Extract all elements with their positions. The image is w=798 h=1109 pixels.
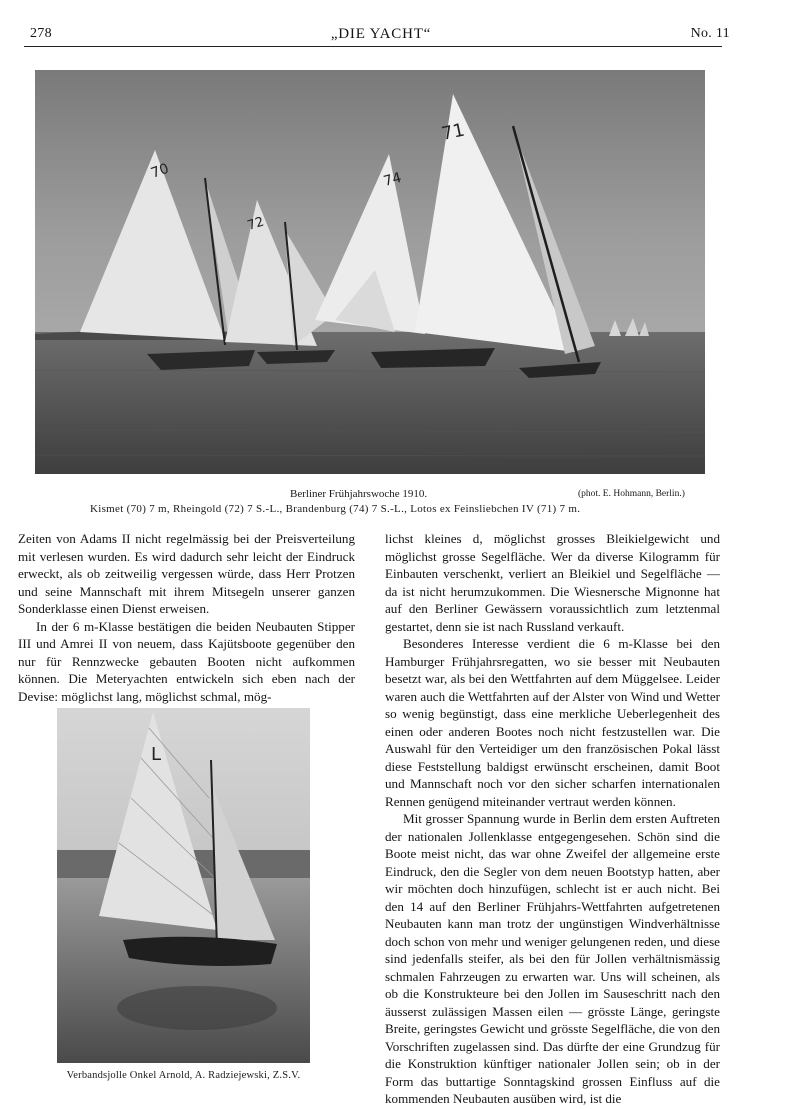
sail-letter: L <box>151 744 162 765</box>
right-paragraph-3: Mit grosser Spannung wurde in Berlin dem ersten Auftreten der nationalen Jollenklasse entgegengesehen. Schön sind die Boote meist nicht, das war ohne Zweifel der allgemeine erste Eindruck, den die Segler von dem neuen Bootstyp hatten, aber wir möchten doch hinzufügen, schlecht ist er auch nicht. Bei den 14 auf den Berliner Frühjahrs-Wettfahrten aufgetretenen Neubauten kann man trotz der ungünstigen Windverhältnisse doch schon von mehr und weniger gelungenen reden, und diese sind jedenfalls steifer, als bei den für Jollen verhältnismässig schmalen Fahrzeugen zu erwarten war. Uns will scheinen, als ob die Konstrukteure bei den Jollen im Sauseschritt nach den äusserst zulässigen Massen eilen — grösste Länge, geringste Breite, geringstes Gewicht und grösste Segelfläche, die von den Vorschriften zugelassen sind. Das dürfte der eine Grundzug für die Konstruktion künftiger nationaler Jollen sein; ob in der Form das buttartige Sonntagskind grossen Einfluss auf die kommenden Neubauten ausüben wird, ist die <box>385 811 720 1106</box>
dinghy-photo <box>57 708 310 1063</box>
figure-caption-boats: Kismet (70) 7 m, Rheingold (72) 7 S.-L., Brandenburg (74) 7 S.-L., Lotos ex Feinsliebchen IV (71) 7 m. <box>90 503 581 515</box>
right-column-text <box>385 530 720 1108</box>
issue-number: No. 11 <box>690 26 730 41</box>
right-paragraph-2: Besonderes Interesse verdient die 6 m-Klasse bei den Hamburger Frühjahrsregatten, wo sie besser mit Neubauten besetzt war, als bei den Wettfahrten auf dem Müggelsee. Leider waren auch die Wettfahrten auf der Alster von Wind und Wetter so wenig begünstigt, dass eine merkliche Ueberlegenheit des einen oder anderen Bootes noch nicht festzustellen war. Die Auswahl für den Verteidiger um den französischen Pokal lässt diese Feststellung baldigst erwünscht erscheinen, damit Boot und Mannschaft noch vor den sicher scharfen internationalen Rennen genügend miteinander vertraut werden können. <box>385 636 720 809</box>
left-column-text <box>18 530 355 705</box>
left-paragraph-2: In der 6 m-Klasse bestätigen die beiden Neubauten Stipper III und Amrei II von neuem, dass Kajütsboote gegenüber den nur für Rennzwecke gebauten Booten nicht aufkommen können. Die Meteryachten entwickeln sich eben nach der Devise: möglichst lang, möglichst schmal, mög- <box>18 618 355 704</box>
sail-number-70: 70 <box>148 160 172 182</box>
sail-number-72: 72 <box>245 214 266 234</box>
sail-number-74: 74 <box>381 169 404 190</box>
header-rule <box>24 46 722 47</box>
figure-caption-title: Berliner Frühjahrswoche 1910. <box>290 488 428 500</box>
page-number: 278 <box>30 26 52 41</box>
regatta-photo <box>35 70 705 474</box>
photo-credit: (phot. E. Hohmann, Berlin.) <box>578 489 685 499</box>
dinghy-caption: Verbandsjolle Onkel Arnold, A. Radziejewski, Z.S.V. <box>66 1070 301 1081</box>
journal-title: „DIE YACHT“ <box>330 26 432 42</box>
sail-number-71: 71 <box>439 119 467 145</box>
page-header <box>24 26 738 48</box>
right-paragraph-1: lichst kleines d, möglichst grosses Bleikielgewicht und möglichst grosse Segelfläche. Wer da diverse Kilogramm für Einbauten verschenkt, verliert an Bleikiel und Segelfläche — da ist nicht herumzukommen. Die Wiesnersche Mignonne hat auf den Berliner Gewässern voraussichtlich zum letztenmal gestartet, denn sie ist nach Russland verkauft. <box>385 531 720 634</box>
left-paragraph-1: Zeiten von Adams II nicht regelmässig bei der Preisverteilung mit verlesen wurden. Es wird dadurch sehr leicht der Eindruck erweckt, als ob zeitweilig vergessen würde, dass Herr Protzen und seine Mannschaft mit ihrem Mitsegeln unserer ganzen Sonderklasse einen Dienst erweisen. <box>18 531 355 616</box>
